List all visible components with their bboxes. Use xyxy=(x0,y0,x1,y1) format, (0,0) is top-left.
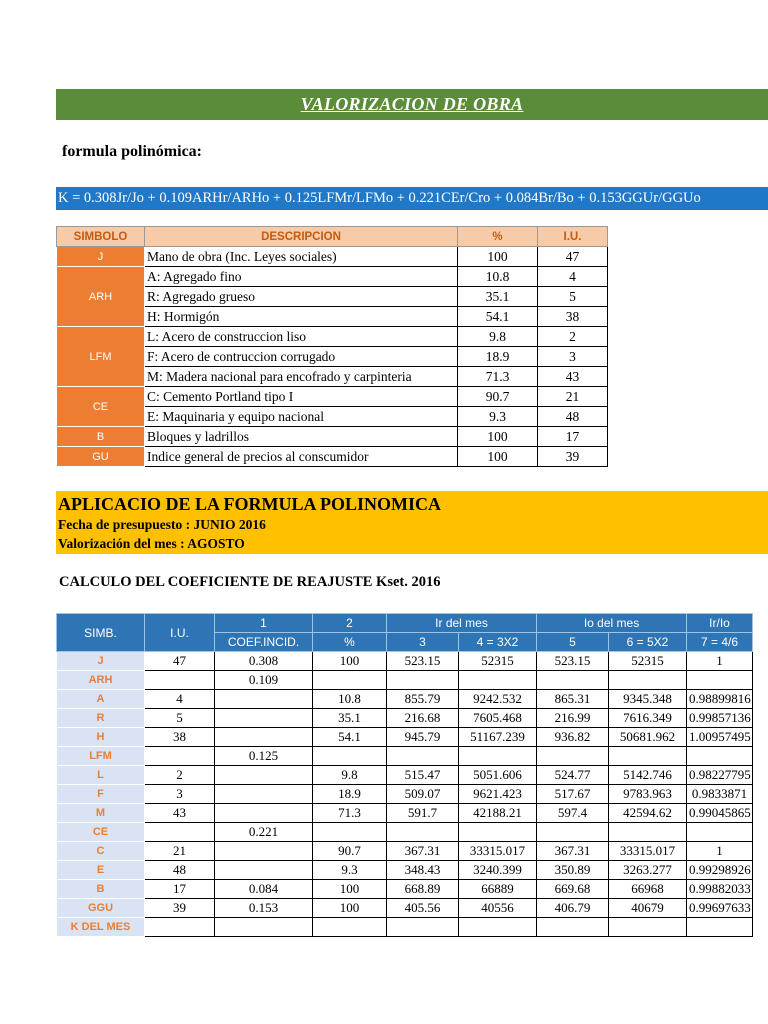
percent-cell: 90.7 xyxy=(458,387,538,407)
iu-cell: 3 xyxy=(538,347,608,367)
calc-row xyxy=(57,785,753,804)
percent-cell: 9.8 xyxy=(313,766,387,785)
formula-text: K = 0.308Jr/Jo + 0.109ARHr/ARHo + 0.125LFMr/LFMo + 0.221CEr/Cro + 0.084Br/Bo + 0.153GGUr/GGUo xyxy=(58,190,701,206)
io-product-cell: 40679 xyxy=(609,899,687,918)
description-cell: H: Hormigón xyxy=(145,307,458,327)
io-product-cell xyxy=(609,671,687,690)
symbol-cell: A xyxy=(57,690,145,709)
symbol-cell: LFM xyxy=(57,747,145,766)
symbol-cell: B xyxy=(57,427,145,447)
component-row xyxy=(57,387,608,407)
coef-cell xyxy=(215,690,313,709)
header-percent: % xyxy=(313,633,387,652)
ir-product-cell: 66889 xyxy=(459,880,537,899)
ir-product-cell: 9621.423 xyxy=(459,785,537,804)
percent-cell xyxy=(313,747,387,766)
ir-cell: 591.7 xyxy=(387,804,459,823)
component-row xyxy=(57,447,608,467)
ratio-cell: 1 xyxy=(687,842,753,861)
percent-cell xyxy=(313,918,387,937)
symbol-cell: K DEL MES xyxy=(57,918,145,937)
ir-cell xyxy=(387,823,459,842)
calc-row xyxy=(57,880,753,899)
symbol-cell: GU xyxy=(57,447,145,467)
percent-cell: 18.9 xyxy=(458,347,538,367)
symbol-cell: J xyxy=(57,247,145,267)
io-product-cell: 9783.963 xyxy=(609,785,687,804)
page-title: VALORIZACION DE OBRA xyxy=(300,94,524,114)
symbol-cell: CE xyxy=(57,823,145,842)
ratio-cell: 0.99697633 xyxy=(687,899,753,918)
io-cell: 523.15 xyxy=(537,652,609,671)
iu-cell: 21 xyxy=(145,842,215,861)
io-product-cell: 52315 xyxy=(609,652,687,671)
description-cell: L: Acero de construccion liso xyxy=(145,327,458,347)
component-row xyxy=(57,267,608,287)
description-cell: Indice general de precios al conscumidor xyxy=(145,447,458,467)
ratio-cell: 0.99045865 xyxy=(687,804,753,823)
iu-cell: 5 xyxy=(538,287,608,307)
header-coef-incid: COEF.INCID. xyxy=(215,633,313,652)
calc-title: CALCULO DEL COEFICIENTE DE REAJUSTE Kset. 2016 xyxy=(59,574,441,590)
symbol-cell: H xyxy=(57,728,145,747)
coef-cell xyxy=(215,766,313,785)
iu-cell: 39 xyxy=(145,899,215,918)
io-cell: 865.31 xyxy=(537,690,609,709)
application-box xyxy=(56,491,768,554)
calc-row xyxy=(57,842,753,861)
ir-product-cell xyxy=(459,823,537,842)
ratio-cell xyxy=(687,671,753,690)
coef-cell: 0.125 xyxy=(215,747,313,766)
coef-cell: 0.153 xyxy=(215,899,313,918)
percent-cell: 100 xyxy=(458,247,538,267)
calc-row xyxy=(57,728,753,747)
iu-cell: 5 xyxy=(145,709,215,728)
calc-table xyxy=(56,613,753,937)
iu-cell: 43 xyxy=(145,804,215,823)
io-cell: 350.89 xyxy=(537,861,609,880)
ir-cell: 855.79 xyxy=(387,690,459,709)
ir-cell xyxy=(387,918,459,937)
ratio-cell xyxy=(687,823,753,842)
component-row xyxy=(57,427,608,447)
header-col-1: 1 xyxy=(215,614,313,633)
percent-cell: 35.1 xyxy=(458,287,538,307)
iu-cell xyxy=(145,671,215,690)
percent-cell: 100 xyxy=(458,447,538,467)
ir-product-cell: 40556 xyxy=(459,899,537,918)
percent-cell: 100 xyxy=(313,880,387,899)
percent-cell: 35.1 xyxy=(313,709,387,728)
header-descripcion: DESCRIPCION xyxy=(145,227,458,247)
description-cell: E: Maquinaria y equipo nacional xyxy=(145,407,458,427)
io-product-cell: 66968 xyxy=(609,880,687,899)
calc-row xyxy=(57,861,753,880)
header-col-6: 6 = 5X2 xyxy=(609,633,687,652)
io-cell: 406.79 xyxy=(537,899,609,918)
io-product-cell xyxy=(609,823,687,842)
description-cell: M: Madera nacional para encofrado y carpinteria xyxy=(145,367,458,387)
symbol-cell: B xyxy=(57,880,145,899)
symbol-cell: ARH xyxy=(57,267,145,327)
iu-cell: 39 xyxy=(538,447,608,467)
components-table xyxy=(56,226,608,467)
percent-cell: 100 xyxy=(313,899,387,918)
percent-cell: 71.3 xyxy=(313,804,387,823)
ratio-cell: 0.98227795 xyxy=(687,766,753,785)
ir-product-cell: 3240.399 xyxy=(459,861,537,880)
symbol-cell: LFM xyxy=(57,327,145,387)
ir-cell xyxy=(387,671,459,690)
ir-cell: 367.31 xyxy=(387,842,459,861)
header-ir-del-mes: Ir del mes xyxy=(387,614,537,633)
component-row xyxy=(57,327,608,347)
header-col-4: 4 = 3X2 xyxy=(459,633,537,652)
percent-cell: 54.1 xyxy=(313,728,387,747)
io-product-cell: 5142.746 xyxy=(609,766,687,785)
coef-cell: 0.109 xyxy=(215,671,313,690)
percent-cell: 10.8 xyxy=(313,690,387,709)
io-cell xyxy=(537,918,609,937)
percent-cell: 100 xyxy=(458,427,538,447)
coef-cell xyxy=(215,861,313,880)
io-product-cell: 33315.017 xyxy=(609,842,687,861)
percent-cell: 9.3 xyxy=(458,407,538,427)
formula-bar xyxy=(56,187,768,210)
ratio-cell: 1 xyxy=(687,652,753,671)
components-header-row xyxy=(57,227,608,247)
io-cell: 216.99 xyxy=(537,709,609,728)
ir-cell: 945.79 xyxy=(387,728,459,747)
iu-cell xyxy=(145,823,215,842)
ratio-cell: 0.9833871 xyxy=(687,785,753,804)
header-col-5: 5 xyxy=(537,633,609,652)
symbol-cell: ARH xyxy=(57,671,145,690)
io-cell: 936.82 xyxy=(537,728,609,747)
iu-cell: 4 xyxy=(538,267,608,287)
symbol-cell: J xyxy=(57,652,145,671)
symbol-cell: F xyxy=(57,785,145,804)
ir-cell: 668.89 xyxy=(387,880,459,899)
io-cell: 669.68 xyxy=(537,880,609,899)
coef-cell xyxy=(215,918,313,937)
io-product-cell: 9345.348 xyxy=(609,690,687,709)
io-cell xyxy=(537,823,609,842)
percent-cell: 71.3 xyxy=(458,367,538,387)
description-cell: Mano de obra (Inc. Leyes sociales) xyxy=(145,247,458,267)
ir-cell xyxy=(387,747,459,766)
header-iu: I.U. xyxy=(538,227,608,247)
io-cell: 524.77 xyxy=(537,766,609,785)
header-col-2: 2 xyxy=(313,614,387,633)
description-cell: C: Cemento Portland tipo I xyxy=(145,387,458,407)
calc-row xyxy=(57,766,753,785)
ir-product-cell xyxy=(459,918,537,937)
ir-product-cell: 33315.017 xyxy=(459,842,537,861)
calc-row xyxy=(57,804,753,823)
ratio-cell: 0.99857136 xyxy=(687,709,753,728)
percent-cell: 54.1 xyxy=(458,307,538,327)
io-cell: 367.31 xyxy=(537,842,609,861)
io-cell: 597.4 xyxy=(537,804,609,823)
header-percent: % xyxy=(458,227,538,247)
coef-cell xyxy=(215,804,313,823)
calc-body xyxy=(57,652,753,937)
ir-product-cell xyxy=(459,671,537,690)
formula-label: formula polinómica: xyxy=(62,143,202,160)
coef-cell xyxy=(215,842,313,861)
ir-product-cell: 7605.468 xyxy=(459,709,537,728)
iu-cell: 17 xyxy=(145,880,215,899)
description-cell: F: Acero de contruccion corrugado xyxy=(145,347,458,367)
budget-date: Fecha de presupuesto : JUNIO 2016 xyxy=(58,517,266,532)
coef-cell: 0.221 xyxy=(215,823,313,842)
ir-product-cell: 42188.21 xyxy=(459,804,537,823)
header-simbolo: SIMBOLO xyxy=(57,227,145,247)
iu-cell: 21 xyxy=(538,387,608,407)
percent-cell: 18.9 xyxy=(313,785,387,804)
ir-cell: 515.47 xyxy=(387,766,459,785)
component-row xyxy=(57,247,608,267)
ir-cell: 509.07 xyxy=(387,785,459,804)
description-cell: R: Agregado grueso xyxy=(145,287,458,307)
iu-cell: 38 xyxy=(538,307,608,327)
ratio-cell: 0.99882033 xyxy=(687,880,753,899)
calc-row xyxy=(57,918,753,937)
io-product-cell xyxy=(609,918,687,937)
coef-cell xyxy=(215,709,313,728)
io-product-cell: 3263.277 xyxy=(609,861,687,880)
io-product-cell xyxy=(609,747,687,766)
ir-cell: 348.43 xyxy=(387,861,459,880)
symbol-cell: R xyxy=(57,709,145,728)
ir-product-cell: 5051.606 xyxy=(459,766,537,785)
calc-row xyxy=(57,652,753,671)
ir-cell: 523.15 xyxy=(387,652,459,671)
io-product-cell: 42594.62 xyxy=(609,804,687,823)
calc-row xyxy=(57,823,753,842)
iu-cell: 47 xyxy=(538,247,608,267)
percent-cell: 10.8 xyxy=(458,267,538,287)
ratio-cell: 0.99298926 xyxy=(687,861,753,880)
iu-cell: 43 xyxy=(538,367,608,387)
io-product-cell: 7616.349 xyxy=(609,709,687,728)
symbol-cell: GGU xyxy=(57,899,145,918)
calc-row xyxy=(57,899,753,918)
ratio-cell xyxy=(687,918,753,937)
ir-product-cell: 51167.239 xyxy=(459,728,537,747)
percent-cell: 9.3 xyxy=(313,861,387,880)
ratio-cell: 1.00957495 xyxy=(687,728,753,747)
application-title: APLICACIO DE LA FORMULA POLINOMICA xyxy=(58,494,442,514)
description-cell: Bloques y ladrillos xyxy=(145,427,458,447)
ratio-cell: 0.98899816 xyxy=(687,690,753,709)
coef-cell: 0.308 xyxy=(215,652,313,671)
iu-cell: 4 xyxy=(145,690,215,709)
symbol-cell: M xyxy=(57,804,145,823)
coef-cell xyxy=(215,728,313,747)
calc-row xyxy=(57,671,753,690)
io-cell xyxy=(537,747,609,766)
iu-cell: 2 xyxy=(145,766,215,785)
ir-product-cell xyxy=(459,747,537,766)
iu-cell: 2 xyxy=(538,327,608,347)
percent-cell xyxy=(313,671,387,690)
calc-row xyxy=(57,709,753,728)
header-io-del-mes: Io del mes xyxy=(537,614,687,633)
iu-cell: 47 xyxy=(145,652,215,671)
coef-cell xyxy=(215,785,313,804)
valuation-month: Valorización del mes : AGOSTO xyxy=(58,536,245,551)
symbol-cell: E xyxy=(57,861,145,880)
iu-cell: 48 xyxy=(538,407,608,427)
header-ir-io: Ir/Io xyxy=(687,614,753,633)
ratio-cell xyxy=(687,747,753,766)
header-simb: SIMB. xyxy=(57,614,145,652)
iu-cell: 48 xyxy=(145,861,215,880)
symbol-cell: CE xyxy=(57,387,145,427)
description-cell: A: Agregado fino xyxy=(145,267,458,287)
percent-cell: 100 xyxy=(313,652,387,671)
io-cell: 517.67 xyxy=(537,785,609,804)
title-bar xyxy=(56,89,768,120)
symbol-cell: C xyxy=(57,842,145,861)
ir-cell: 405.56 xyxy=(387,899,459,918)
header-col-7: 7 = 4/6 xyxy=(687,633,753,652)
percent-cell xyxy=(313,823,387,842)
iu-cell xyxy=(145,747,215,766)
iu-cell: 38 xyxy=(145,728,215,747)
header-col-3: 3 xyxy=(387,633,459,652)
io-cell xyxy=(537,671,609,690)
iu-cell xyxy=(145,918,215,937)
header-iu: I.U. xyxy=(145,614,215,652)
calc-row xyxy=(57,690,753,709)
calc-header-row-1 xyxy=(57,614,753,633)
percent-cell: 90.7 xyxy=(313,842,387,861)
ir-cell: 216.68 xyxy=(387,709,459,728)
io-product-cell: 50681.962 xyxy=(609,728,687,747)
symbol-cell: L xyxy=(57,766,145,785)
calc-row xyxy=(57,747,753,766)
ir-product-cell: 9242.532 xyxy=(459,690,537,709)
percent-cell: 9.8 xyxy=(458,327,538,347)
iu-cell: 3 xyxy=(145,785,215,804)
ir-product-cell: 52315 xyxy=(459,652,537,671)
coef-cell: 0.084 xyxy=(215,880,313,899)
iu-cell: 17 xyxy=(538,427,608,447)
